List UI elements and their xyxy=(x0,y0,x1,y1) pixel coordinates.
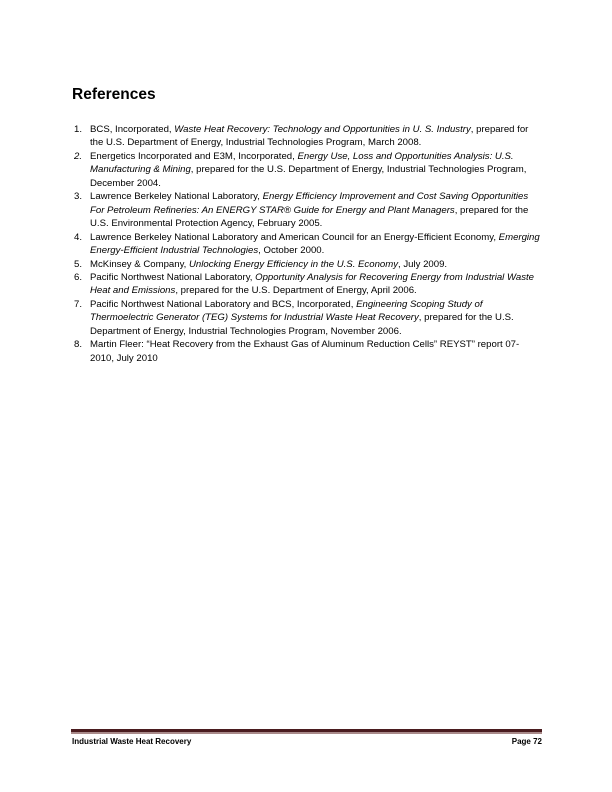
reference-number: 1. xyxy=(74,124,83,135)
reference-number: 7. xyxy=(74,298,83,310)
reference-text: , prepared for the U.S. Environmental Protection Agency, February 2005. xyxy=(90,204,529,230)
reference-number: 4. xyxy=(74,231,83,243)
reference-text: Pacific Northwest National Laboratory, xyxy=(90,271,256,283)
reference-number: 3. xyxy=(74,191,83,203)
reference-text: Lawrence Berkeley National Laboratory and American Council for an Energy-Efficient Economy, xyxy=(90,231,499,243)
reference-title: Unlocking Energy Efficiency in the U.S. Economy xyxy=(189,258,399,270)
footer-page-number: Page 72 xyxy=(511,737,542,746)
reference-title: Opportunity Analysis for Recovering Energy from Industrial Waste Heat and Emissions xyxy=(90,271,534,297)
page-title: References xyxy=(72,86,156,103)
reference-list xyxy=(72,123,542,365)
reference-item xyxy=(72,190,542,230)
reference-number: 8. xyxy=(74,339,83,351)
reference-title: Engineering Scoping Study of Thermoelectric Generator (TEG) Systems for Industrial Waste Heat Recovery xyxy=(90,298,483,324)
reference-number: 2. xyxy=(74,150,83,162)
reference-text: BCS, Incorporated, xyxy=(90,124,175,135)
reference-title: Waste Heat Recovery: Technology and Opportunities in U. S. Industry xyxy=(174,124,471,135)
reference-item xyxy=(72,271,542,298)
reference-title: Emerging Energy-Efficient Industrial Technologies xyxy=(90,231,540,257)
reference-text: , prepared for the U.S. Department of Energy, Industrial Technologies Program, December 2004. xyxy=(90,164,527,189)
reference-text: Martin Fleer: “Heat Recovery from the Exhaust Gas of Aluminum Reduction Cells” REYST” report 07-2010, July 2010 xyxy=(90,339,520,364)
reference-text: , prepared for the U.S. Department of Energy, Industrial Technologies Program, November 2006. xyxy=(90,312,514,337)
reference-text: Pacific Northwest National Laboratory and BCS, Incorporated, xyxy=(90,298,357,310)
reference-item xyxy=(72,298,542,338)
reference-item xyxy=(72,338,542,365)
reference-text: Energetics Incorporated and E3M, Incorporated, xyxy=(90,150,298,162)
reference-item xyxy=(72,231,542,258)
reference-item xyxy=(72,150,542,190)
reference-text: , July 2009. xyxy=(398,258,448,270)
reference-text: , prepared for the U.S. Department of Energy, Industrial Technologies Program, March 2008. xyxy=(90,124,529,149)
reference-text: , prepared for the U.S. Department of Energy, April 2006. xyxy=(175,285,417,297)
reference-number: 5. xyxy=(74,258,83,270)
reference-text: Lawrence Berkeley National Laboratory, xyxy=(90,191,263,203)
reference-text: , October 2000. xyxy=(258,245,325,257)
footer-rule-light xyxy=(71,732,542,734)
footer-document-title: Industrial Waste Heat Recovery xyxy=(72,737,192,746)
reference-title: Energy Efficiency Improvement and Cost Saving Opportunities For Petroleum Refineries: An ENERGY STAR® Guide for Energy and Plant Managers xyxy=(90,191,529,216)
reference-item xyxy=(72,123,542,150)
reference-title: Energy Use, Loss and Opportunities Analysis: U.S. Manufacturing & Mining xyxy=(90,150,514,176)
reference-text: McKinsey & Company, xyxy=(90,258,189,270)
reference-number: 6. xyxy=(74,271,83,283)
reference-item xyxy=(72,258,542,271)
